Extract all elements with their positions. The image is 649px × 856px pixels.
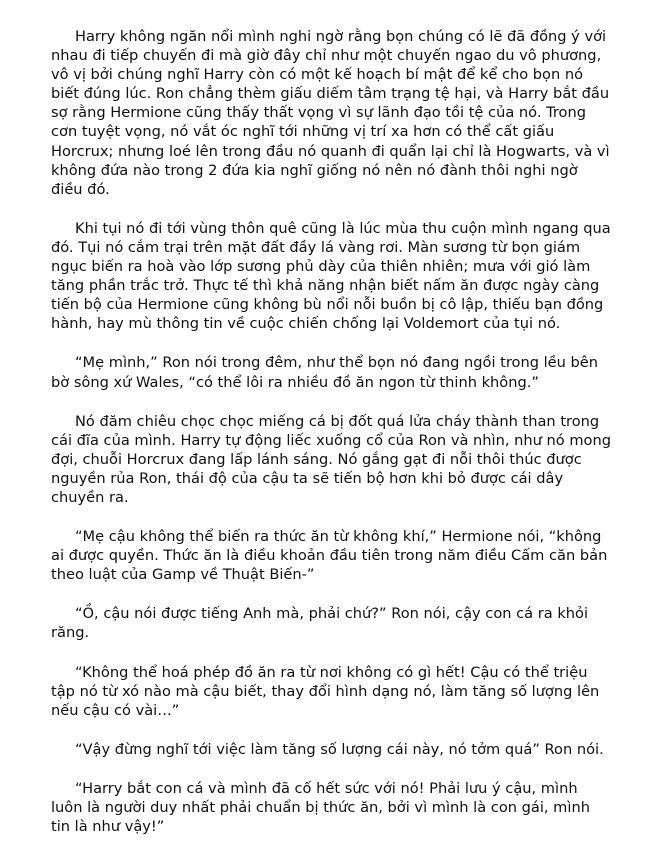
paragraph-1: Harry không ngăn nổi mình nghi ngờ rằng bọn chúng có lẽ đã đồng ý với nhau đi tiếp chuyến đi mà giờ đây chỉ như một chuyến ngao du vô phương, vô vị bởi chúng nghĩ Harry còn có một kế hoạch bí mật để kể cho bọn nó biết đúng lúc. Ron chẳng thèm giấu diếm tâm trạng tệ hại, và Harry bắt đầu sợ rằng Hermione cũng thấy thất vọng vì sự lãnh đạo tồi tệ của nó. Trong cơn tuyệt vọng, nó vắt óc nghĩ tới những vị trí xa hơn có thể cất giấu Horcrux; nhưng loé lên trong đầu nó quanh đi quẩn lại chỉ là Hogwarts, và vì không đứa nào trong 2 đứa kia nghĩ giống nó nên nó đành thôi nghi ngờ điều đó. [51,28,610,198]
paragraph-7: “Không thể hoá phép đồ ăn ra từ nơi không có gì hết! Cậu có thể triệu tập nó từ xó nào mà cậu biết, thay đổi hình dạng nó, làm tăng số lượng lên nếu cậu có vài…” [51,663,600,719]
paragraph-8: “Vậy đừng nghĩ tới việc làm tăng số lượng cái này, nó tởm quá” Ron nói. [75,740,604,758]
paragraph-5: “Mẹ cậu không thể biến ra thức ăn từ không khí,” Hermione nói, “không ai được quyền. Thức ăn là điều khoản đầu tiên trong năm điều Cấm căn bản theo luật của Gamp về Thuật Biến-” [51,528,608,584]
paragraph-9: “Harry bắt con cá và mình đã cố hết sức với nó! Phải lưu ý cậu, mình luôn là người duy nhất phải chuẩn bị thức ăn, bởi vì mình là con gái, mình tin là như vậy!” [51,779,590,836]
paragraph-2: Khi tụi nó đi tới vùng thôn quê cũng là lúc mùa thu cuộn mình ngang qua đó. Tụi nó cắm trại trên mặt đất đầy lá vàng rơi. Màn sương từ bọn giám ngục biến ra hoà vào lớp sương phủ dày của thiên nhiên; mưa với gió làm tăng phần trắc trở. Thực tế thì khả năng nhận biết nấm ăn được ngày càng tiến bộ của Hermione cũng không bù nổi nỗi buồn bị cô lập, thiếu bạn đồng hành, hay mù thông tin về cuộc chiến chống lại Voldemort của tụi nó. [51,219,611,333]
document-page [51,27,611,856]
paragraph-6: “Ồ, cậu nói được tiếng Anh mà, phải chứ?” Ron nói, cậy con cá ra khỏi răng. [51,605,589,642]
paragraph-4: Nó đăm chiêu chọc chọc miếng cá bị đốt quá lửa cháy thành than trong cái đĩa của mình. Harry tự động liếc xuống cổ của Ron và nhìn, như nó mong đợi, chuỗi Horcrux đang lấp lánh sáng. Nó gắng gạt đi nỗi thôi thúc được nguyền rủa Ron, thái độ của cậu ta sẽ tiến bộ hơn khi bỏ được cái dây chuyền ra. [51,412,611,506]
paragraph-3: “Mẹ mình,” Ron nói trong đêm, như thể bọn nó đang ngồi trong lều bên bờ sông xứ Wales, “có thể lôi ra nhiều đồ ăn ngon từ thinh không.” [51,354,599,391]
